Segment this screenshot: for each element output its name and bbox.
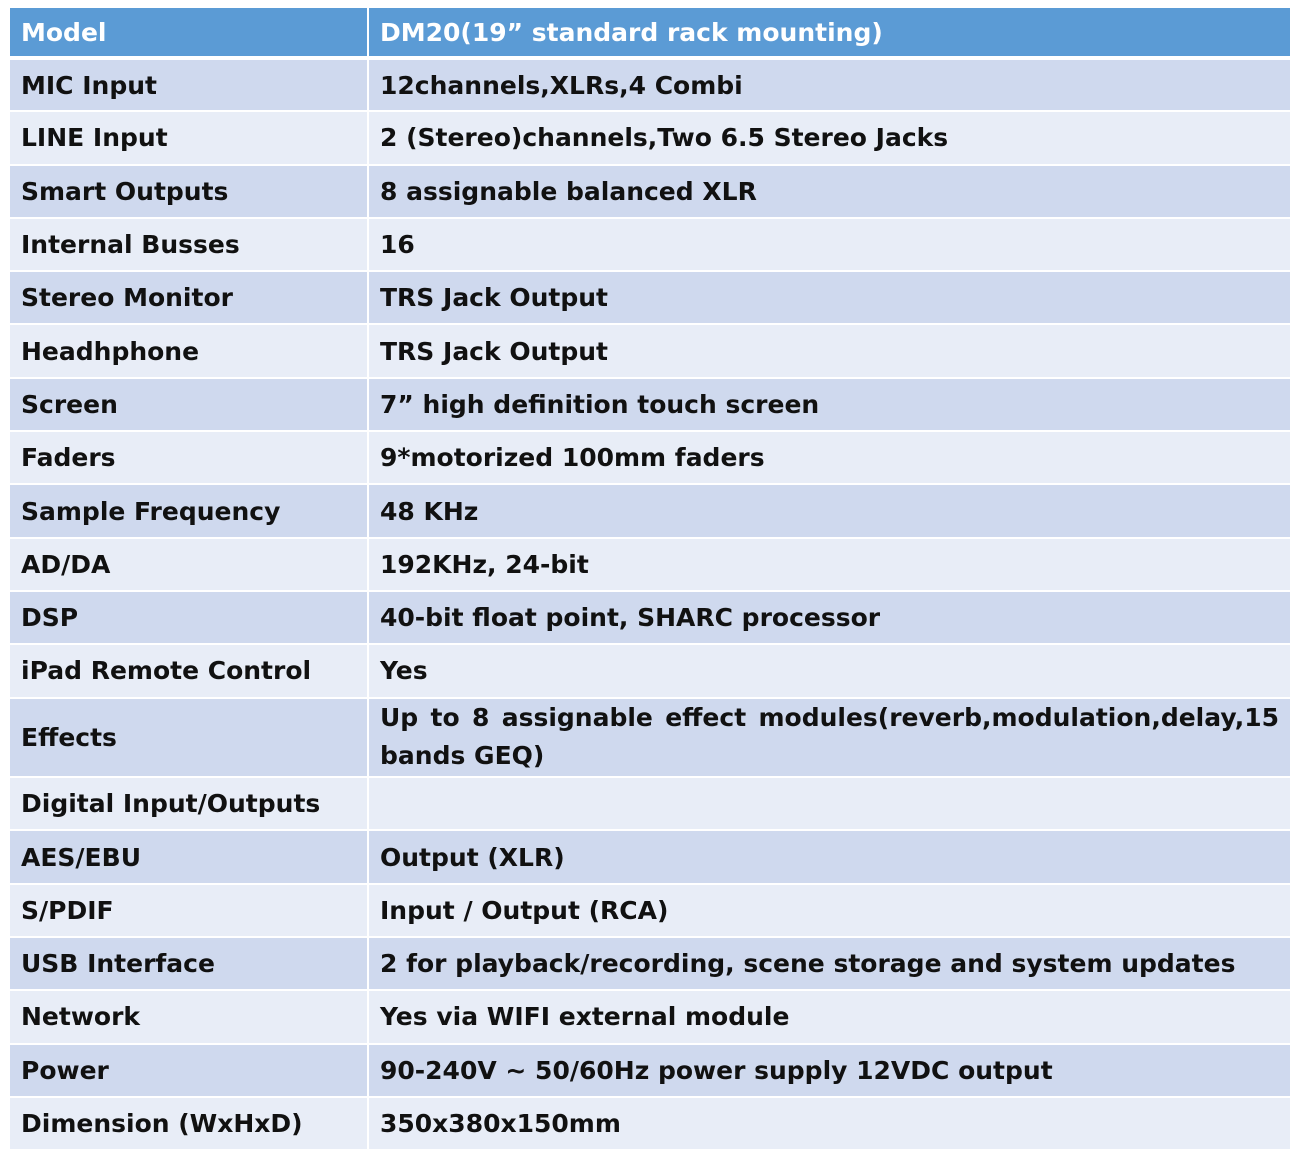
row-label: Digital Input/Outputs — [10, 777, 368, 830]
table-row — [10, 218, 1291, 271]
table-row — [10, 591, 1291, 644]
table-row — [10, 378, 1291, 431]
row-label: Dimension (WxHxD) — [10, 1097, 368, 1150]
table-row — [10, 937, 1291, 990]
table-row — [10, 830, 1291, 883]
row-label: USB Interface — [10, 937, 368, 990]
row-label: DSP — [10, 591, 368, 644]
table-row — [10, 538, 1291, 591]
row-value: Up to 8 assignable effect modules(reverb,modulation,delay,15 bands GEQ) — [368, 698, 1291, 778]
row-value: 7” high definition touch screen — [368, 378, 1291, 431]
row-value: TRS Jack Output — [368, 271, 1291, 324]
row-label: AD/DA — [10, 538, 368, 591]
header-value-cell: DM20(19” standard rack mounting) — [368, 8, 1291, 58]
row-label: Effects — [10, 698, 368, 778]
table-row — [10, 698, 1291, 778]
row-value: 8 assignable balanced XLR — [368, 165, 1291, 218]
row-value: 12channels,XLRs,4 Combi — [368, 58, 1291, 111]
row-label: Smart Outputs — [10, 165, 368, 218]
table-header-row — [10, 8, 1291, 58]
row-label: Sample Frequency — [10, 484, 368, 537]
row-label: Faders — [10, 431, 368, 484]
table-row — [10, 324, 1291, 377]
row-label: Screen — [10, 378, 368, 431]
row-value: Output (XLR) — [368, 830, 1291, 883]
row-value: 350x380x150mm — [368, 1097, 1291, 1150]
row-label: iPad Remote Control — [10, 644, 368, 697]
table-row — [10, 1044, 1291, 1097]
row-value: 16 — [368, 218, 1291, 271]
row-value — [368, 777, 1291, 830]
row-value: 90-240V ~ 50/60Hz power supply 12VDC output — [368, 1044, 1291, 1097]
table-row — [10, 884, 1291, 937]
row-value: 40-bit float point, SHARC processor — [368, 591, 1291, 644]
row-value: 48 KHz — [368, 484, 1291, 537]
table-row — [10, 431, 1291, 484]
row-value: Yes via WIFI external module — [368, 990, 1291, 1043]
row-value: 9*motorized 100mm faders — [368, 431, 1291, 484]
row-label: Headhphone — [10, 324, 368, 377]
row-value: Yes — [368, 644, 1291, 697]
table-row — [10, 484, 1291, 537]
table-row — [10, 644, 1291, 697]
table-row — [10, 58, 1291, 111]
row-value: 192KHz, 24-bit — [368, 538, 1291, 591]
table-row — [10, 111, 1291, 164]
row-value: TRS Jack Output — [368, 324, 1291, 377]
row-label: Stereo Monitor — [10, 271, 368, 324]
table-row — [10, 271, 1291, 324]
table-row — [10, 1097, 1291, 1150]
row-label: AES/EBU — [10, 830, 368, 883]
row-label: S/PDIF — [10, 884, 368, 937]
row-value: 2 for playback/recording, scene storage and system updates — [368, 937, 1291, 990]
table-row — [10, 165, 1291, 218]
row-label: Power — [10, 1044, 368, 1097]
row-label: Internal Busses — [10, 218, 368, 271]
table-row — [10, 990, 1291, 1043]
spec-table — [10, 8, 1292, 1151]
row-label: Network — [10, 990, 368, 1043]
table-row — [10, 777, 1291, 830]
row-label: MIC Input — [10, 58, 368, 111]
row-value: Input / Output (RCA) — [368, 884, 1291, 937]
header-label-cell: Model — [10, 8, 368, 58]
row-value: 2 (Stereo)channels,Two 6.5 Stereo Jacks — [368, 111, 1291, 164]
row-label: LINE Input — [10, 111, 368, 164]
